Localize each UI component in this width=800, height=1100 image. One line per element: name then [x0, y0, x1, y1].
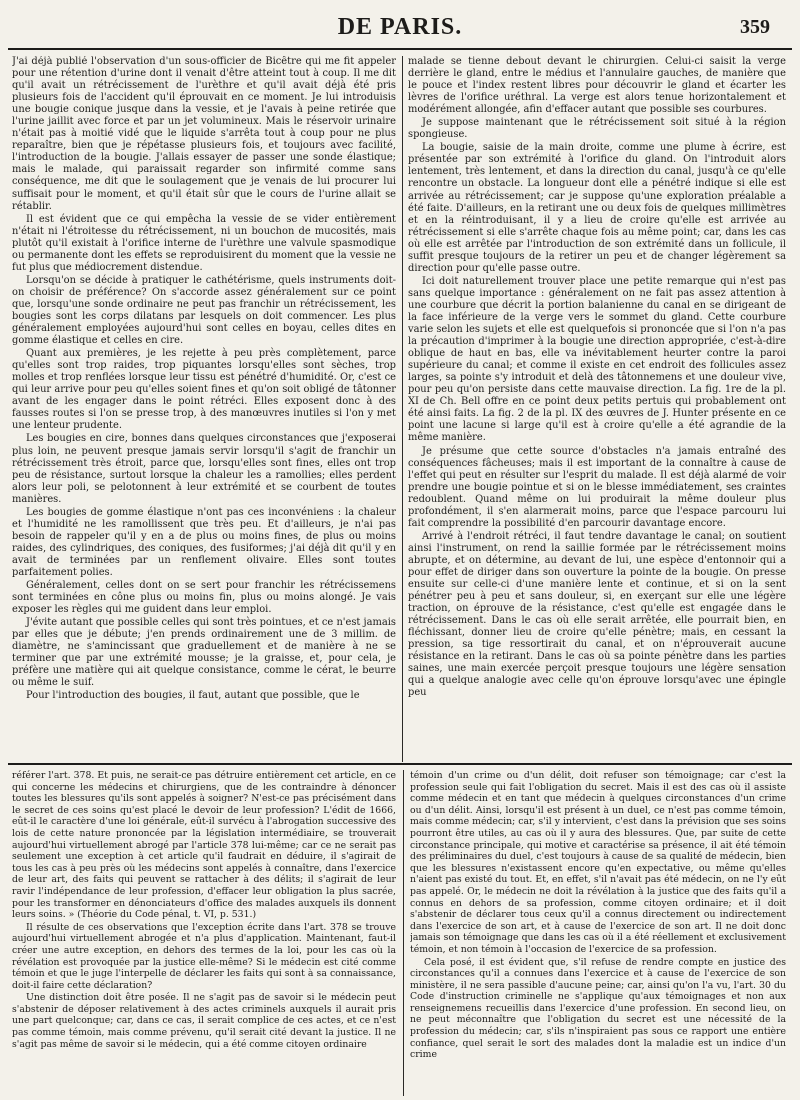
- paragraph: Pour l'introduction des bougies, il faut, autant que possible, que le: [26, 690, 360, 702]
- paragraph: malade se tienne debout devant le chirurgien. Celui-ci saisit la verge derrière le gland, entre le médius et l'annulaire gauches, de manière que le pouce et l'index restent libres pour découvrir le gland et écarter les lèvres de l'orifice uréthral. La verge est alors tenue horizontalement et modérément allongée, afin d'effacer autant que possible ses courbures.: [408, 56, 786, 116]
- paragraph: Les bougies en cire, bonnes dans quelques circonstances que j'exposerai plus loin, ne peuvent presque jamais servir lorsqu'il s'agit de franchir un rétrécissement très étroit, parce que, lorsqu'elles sont fines, elles ont trop peu de résistance, surtout lorsque la chaleur les a ramollies; elles perdent alors leur poli, se pelotonnent à leur extrémité et se courbent de toutes manières.: [12, 433, 396, 505]
- paragraph: Lorsqu'on se décide à pratiquer le cathétérisme, quels instruments doit-on choisir de préférence? On s'accorde assez généralement sur ce point que, lorsqu'une sonde ordinaire ne peut pas franchir un rétrécissement, les bougies sont les corps dilatans par lesquels on doit commencer. Les plus généralement employées aujourd'hui sont celles en boyau, celles dites en gomme élastique et celles en cire.: [12, 274, 396, 347]
- top-left-column: [12, 56, 396, 760]
- paragraph: Il résulte de ces observations que l'exception écrite dans l'art. 378 se trouve aujourd'hui virtuellement abrogée et n'a plus d'application. Maintenant, faut-il créer une autre exception, en dehors des termes de la loi, pour les cas où la révélation est provoquée par la justice elle-même? Si le médecin est cité comme témoin et que le juge l'interpelle de déclarer les faits qui sont à sa connaissance, doit-il faire cette déclaration?: [12, 921, 396, 991]
- paragraph: Ici doit naturellement trouver place une petite remarque qui n'est pas sans quelque importance : généralement on ne fait pas assez attention à une courbure que décrit la portion balanienne du canal en se dirigeant de la face inférieure de la verge vers le sommet du gland. Cette courbure varie selon les sujets et elle est quelquefois si prononcée que si l'on n'a pas la précaution d'imprimer à la bougie une direction appropriée, c'est-à-dire oblique de haut en bas, elle va inévitablement heurter contre la paroi supérieure du canal; et comme il existe en cet endroit des follicules assez larges, sa pointe s'y introduit et delà des tâtonnemens et une douleur vive, pour peu qu'on persiste dans cette mauvaise direction. La fig. 1re de la pl. XI de Ch. Bell offre en ce point deux petits pertuis qui probablement ont été ainsi faits. La fig. 2 de la pl. IX des œuvres de J. Hunter présente en ce point une lacune si large qu'il est à croire qu'elle a été agrandie de la même manière.: [408, 275, 786, 444]
- paragraph: Il est évident que ce qui empêcha la vessie de se vider entièrement n'était ni l'étroitesse du rétrécissement, ni un bouchon de mucosités, mais plutôt qu'il existait à l'orifice interne de l'urèthre une valvule spasmodique ou permanente dont les effets se reproduisirent du moment que la vessie ne fut plus que médiocrement distendue.: [12, 213, 396, 273]
- paragraph: Les bougies de gomme élastique n'ont pas ces inconvéniens : la chaleur et l'humidité ne les ramollissent que très peu. Et d'ailleurs, je n'ai pas besoin de rappeler qu'il y en a de plus ou moins fines, de plus ou moins raides, des cylindriques, des coniques, des fusiformes; j'ai déjà dit qu'il y en avait de terminées par un renflement olivaire. Elles sont toutes parfaitement polies.: [12, 506, 396, 578]
- paragraph: témoin d'un crime ou d'un délit, doit refuser son témoignage; car c'est la profession seule qui fait l'obligation du secret. Mais il est des cas où il assiste comme médecin et en tant que médecin à quelques circonstances d'un crime ou d'un délit. Ainsi, lorsqu'il est présent à un duel, ce n'est pas comme témoin, mais comme médecin; car, s'il y intervient, c'est dans la prévision que ses soins pourront être utiles, au cas où il y aura des blessures. Que, par suite de cette circonstance principale, qui motive et caractérise sa présence, il ait été témoin des préliminaires du duel, c'est toujours à cause de sa qualité de médecin, bien que les blessures n'existassent encore qu'en expectative, ou même qu'elles n'aient pas existé du tout. Et, en effet, s'il n'avait pas été médecin, on ne l'y eût pas appelé. Or, le médecin ne doit la révélation à la justice que des faits qu'il a connus en dehors de sa profession, comme citoyen ordinaire; et il doit s'abstenir de déclarer tous ceux qu'il a connus directement ou indirectement dans l'exercice de son art, et à cause de l'exercice de son art. Il ne doit donc jamais son témoignage que dans les cas où il a été réellement et exclusivement témoin, et non témoin à l'occasion de l'exercice de sa profession.: [410, 770, 786, 955]
- paragraph: J'ai déjà publié l'observation d'un sous-officier de Bicêtre qui me fit appeler pour une rétention d'urine dont il venait d'être atteint tout à coup. Il me dit qu'il avait un rétrécissement de l'urèthre et qu'il avait déjà été pris plusieurs fois de l'accident qu'il éprouvait en ce moment. Je lui introduisis une bougie conique jusque dans la vessie, et je l'avais à peine retirée que l'urine jaillit avec force et par un jet volumineux. Mais le réservoir urinaire n'était pas à moitié vidé que le liquide s'arrêta tout à coup pour ne plus reparaître, bien que je répétasse plusieurs fois, et toujours avec facilité, l'introduction de la bougie. J'allais essayer de passer une sonde élastique; mais le malade, qui paraissait regarder son infirmité comme sans conséquence, me dit que le soulagement que je venais de lui procurer lui suffisait pour le moment, et qu'il était sûr que le cours de l'urine allait se rétablir.: [12, 56, 396, 212]
- bottom-right-column: [410, 770, 786, 1096]
- page-header: [0, 0, 800, 52]
- paragraph: Cela posé, il est évident que, s'il refuse de rendre compte en justice des circonstances qu'il a connues dans l'exercice et à cause de l'exercice de son ministère, il ne sera passible d'aucune peine; car, ainsi qu'on l'a vu, l'art. 30 du Code d'instruction criminelle ne s'applique qu'aux témoignages et non aux renseignemens recueillis dans l'exercice d'une profession. En second lieu, on ne peut méconnaître que l'obligation du secret est une nécessité de la profession du médecin; car, s'ils n'inspiraient pas sous ce rapport une entière confiance, quel serait le sort des malades dont la maladie est un indice d'un crime: [410, 956, 786, 1061]
- column-divider: [403, 770, 404, 1096]
- bottom-left-column: [12, 770, 396, 1096]
- header-rule: [8, 48, 792, 50]
- paragraph: Arrivé à l'endroit rétréci, il faut tendre davantage le canal; on soutient ainsi l'instrument, on rend la saillie formée par le rétrécissement moins abrupte, et on détermine, au devant de lui, une espèce d'entonnoir qui a pour effet de diriger dans son ouverture la pointe de la bougie. On presse ensuite sur celle-ci d'une manière lente et continue, et si on la sent pénétrer peu à peu et sans douleur, si, en exerçant sur elle une légère traction, on éprouve de la résistance, c'est qu'elle est engagée dans le rétrécissement. Dans le cas où elle serait arrêtée, elle pourrait bien, en fléchissant, donner lieu de croire qu'elle pénètre; mais, en cessant la pression, sa tige ressortirait du canal, et on n'éprouverait aucune résistance en la retirant. Dans le cas où sa pointe pénètre dans les parties saines, une main exercée perçoit presque toujours une légère sensation qui a quelque analogie avec celle qu'on éprouve lorsqu'avec une épingle peu: [408, 530, 786, 699]
- paragraph: Généralement, celles dont on se sert pour franchir les rétrécissemens sont terminées en cône plus ou moins fin, plus ou moins alongé. Je vais exposer les règles qui me guident dans leur emploi.: [12, 580, 396, 616]
- paragraph: J'évite autant que possible celles qui sont très pointues, et ce n'est jamais par elles que je débute; j'en prends ordinairement une de 3 millim. de diamètre, ne s'amincissant que graduellement et de manière à ne se terminer que par une extrémité mousse; je la graisse, et, pour cela, je préfère une matière qui ait quelque consistance, comme le cérat, le beurre ou même le suif.: [12, 617, 396, 689]
- paragraph: Une distinction doit être posée. Il ne s'agit pas de savoir si le médecin peut s'abstenir de déposer relativement à des actes criminels auxquels il aurait pris une part quelconque; car, dans ce cas, il serait complice de ces actes, et ce n'est pas comme témoin, mais comme prévenu, qu'il serait cité devant la justice. Il ne s'agit pas même de savoir si le médecin, qui a été comme citoyen ordinaire: [12, 992, 396, 1050]
- paragraph: La bougie, saisie de la main droite, comme une plume à écrire, est présentée par son extrémité à l'orifice du gland. On l'introduit alors lentement, très lentement, et dans la direction du canal, jusqu'à ce qu'elle rencontre un obstacle. La longueur dont elle a pénétré indique si elle est arrivée au rétrécissement; car je suppose qu'une exploration préalable a été faite. D'ailleurs, en la retirant une ou deux fois de quelques millimètres et en la réintroduisant, il y a lieu de croire qu'elle est arrivée au rétrécissement si elle s'arrête chaque fois au même point; car, dans les cas où elle est arrêtée par l'introduction de son extrémité dans un follicule, il suffit presque toujours de la retirer un peu et de changer légèrement sa direction pour qu'elle passe outre.: [408, 142, 786, 274]
- page-title: DE PARIS.: [337, 14, 463, 40]
- paragraph: Je suppose maintenant que le rétrécissement soit situé à la région spongieuse.: [408, 117, 786, 141]
- page-number: 359: [740, 16, 770, 38]
- top-right-column: [408, 56, 786, 760]
- section-divider: [8, 763, 792, 765]
- paragraph: référer l'art. 378. Et puis, ne serait-ce pas détruire entièrement cet article, en ce qui concerne les médecins et chirurgiens, que de les contraindre à dénoncer toutes les blessures qu'ils sont appelés à soigner? N'est-ce pas précisément dans le secret de ces soins qu'est placé le devoir de leur profession? L'édit de 1666, eût-il le caractère d'une loi générale, eût-il survécu à l'abrogation successive des lois de cette nature prononcée par la législation intermédiaire, se trouverait aujourd'hui virtuellement abrogé par l'article 378 lui-même; car ce ne serait pas seulement une exception à cet article qu'il faudrait en déduire, il s'agirait de tous les cas à peu près où les médecins sont appelés à connaître, dans l'exercice de leur art, des faits qui peuvent se rattacher à des délits; il s'agirait de leur ravir l'indépendance de leur profession, d'effacer leur obligation la plus sacrée, pour les transformer en dénonciateurs d'office des malades auxquels ils donnent leurs soins. » (Théorie du Code pénal, t. VI, p. 531.): [12, 770, 396, 921]
- paragraph: Quant aux premières, je les rejette à peu près complètement, parce qu'elles sont trop raides, trop piquantes lorsqu'elles sont sèches, trop molles et trop renflées lorsque leur tissu est pénétré d'humidité. Or, c'est ce qui leur arrive pour peu qu'elles soient fines et qu'on soit obligé de tâtonner avant de les engager dans le point rétréci. Elles exposent donc à des fausses routes si l'on se presse trop, à des manœuvres inutiles si l'on y met une lenteur prudente.: [12, 348, 396, 432]
- paragraph: Je présume que cette source d'obstacles n'a jamais entraîné des conséquences fâcheuses; mais il est important de la connaître à cause de l'effet qui peut en résulter sur l'esprit du malade. Il est déjà alarmé de voir prendre une bougie pointue et si on le blesse immédiatement, ses craintes redoublent. Quand même on lui produirait la même douleur plus profondément, il s'en alarmerait moins, parce que l'espace parcouru lui fait comprendre la possibilité d'en parcourir davantage encore.: [408, 445, 786, 529]
- column-divider: [402, 56, 403, 762]
